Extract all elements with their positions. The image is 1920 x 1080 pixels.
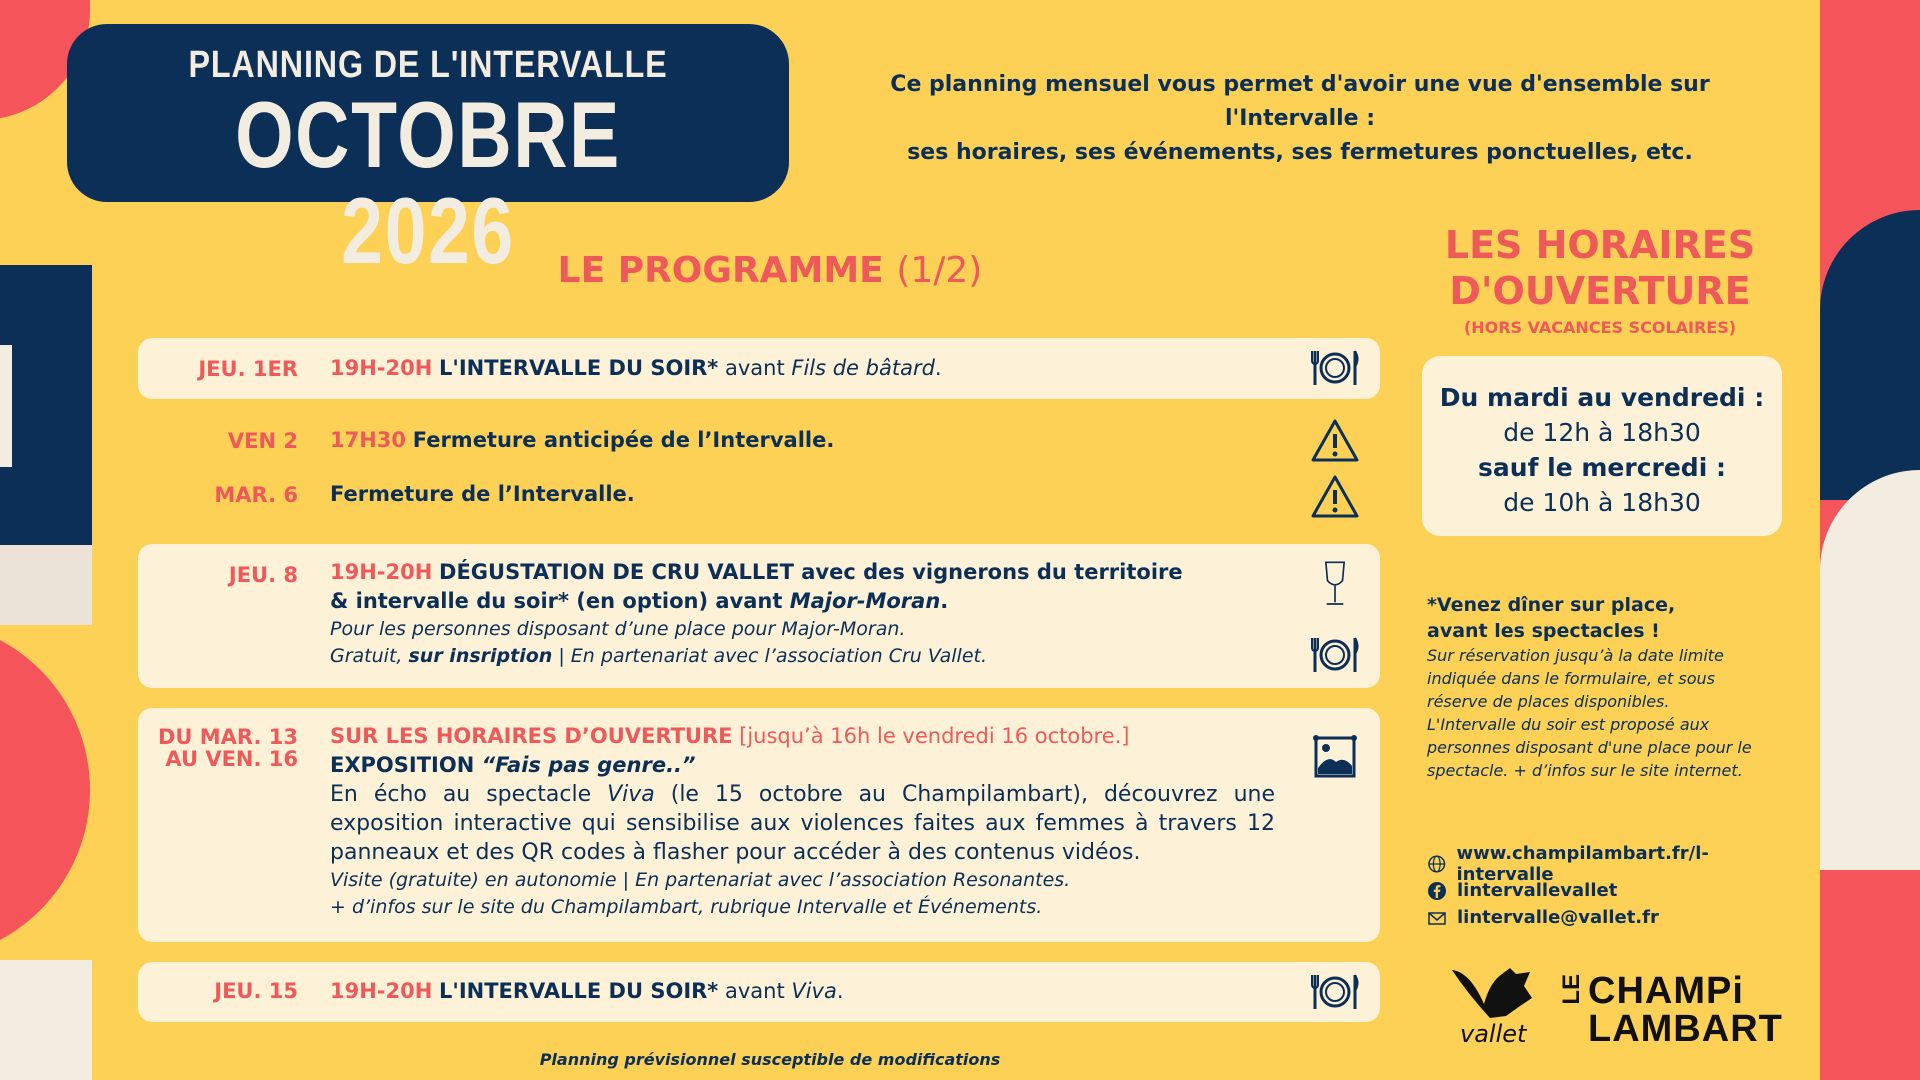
footer-note: Planning prévisionnel susceptible de modifications	[539, 1050, 1001, 1069]
hours-line: sauf le mercredi :	[1478, 453, 1726, 482]
event-show: Fils de bâtard	[791, 356, 935, 380]
event-date-line: AU VEN. 16	[165, 747, 298, 771]
dinner-text: spectacle. + d’infos sur le site internet.	[1427, 761, 1743, 780]
event-date	[138, 726, 298, 770]
event-date: JEU. 1ER	[198, 357, 298, 381]
event-title: L'INTERVALLE DU SOIR*	[439, 356, 719, 380]
event-text: avec des vignerons du territoire	[793, 560, 1183, 584]
dinner-text: Sur réservation jusqu’à la date limite	[1427, 646, 1724, 665]
champi-logo-le: LE	[1558, 974, 1585, 1005]
intro-text	[820, 68, 1780, 170]
exhibition-icon	[1310, 732, 1360, 782]
event-text: En écho au spectacle	[330, 782, 608, 807]
event-time: 19H-20H	[330, 560, 433, 584]
event-show: “Fais pas genre..”	[481, 753, 696, 777]
hours-box	[1422, 356, 1782, 536]
event-line	[330, 722, 1275, 751]
event-content	[330, 480, 1270, 509]
event-body	[330, 780, 1275, 867]
event-title: Fermeture de l’Intervalle.	[330, 482, 635, 506]
event-card	[138, 338, 1380, 399]
facebook-text: lintervallevallet	[1457, 880, 1618, 901]
hours-line: de 12h à 18h30	[1503, 418, 1701, 447]
dinner-text: indiquée dans le formulaire, et sous	[1427, 669, 1715, 688]
programme-title-text: LE PROGRAMME	[557, 250, 884, 291]
hours-line: de 10h à 18h30	[1503, 488, 1701, 517]
decor-shape	[0, 265, 92, 545]
event-content	[330, 977, 1270, 1006]
right-decor	[1820, 0, 1920, 1080]
event-note: Visite (gratuite) en autonomie | En partenariat avec l’association Resonantes.	[330, 869, 1071, 891]
event-show: Viva	[607, 782, 655, 807]
event-label: EXPOSITION	[330, 753, 482, 777]
email-link[interactable]	[1427, 904, 1797, 931]
event-note	[330, 643, 1270, 670]
event-note-text: sur insription	[408, 645, 553, 667]
hours-note: (HORS VACANCES SCOLAIRES)	[1463, 318, 1737, 337]
event-line	[330, 751, 1275, 780]
vallet-logo	[1450, 964, 1540, 1048]
event-note-text: | En partenariat avec l’association Cru Vallet.	[552, 645, 988, 667]
intro-line: ses horaires, ses événements, ses fermetures ponctuelles, etc.	[907, 140, 1693, 165]
event-text: .	[934, 356, 942, 380]
event-text: (le 15 octobre au Champilambart), découvrez une exposition interactive qui sensibilise aux violences faites aux femmes à travers 12 panneaux et des QR codes à flasher pour accéder à des contenus vidéos.	[330, 782, 1275, 865]
website-text: www.champilambart.fr/l-intervalle	[1456, 842, 1709, 885]
event-time: 17H30	[330, 428, 407, 452]
event-title: DÉGUSTATION DE CRU VALLET	[439, 560, 794, 584]
champi-logo-line: LAMBART	[1588, 1008, 1783, 1050]
event-date: VEN 2	[227, 429, 298, 453]
warning-icon	[1310, 416, 1360, 466]
warning-icon	[1310, 472, 1360, 522]
hours-line: Du mardi au vendredi :	[1439, 383, 1765, 412]
event-line	[330, 587, 1270, 616]
dinner-note	[1427, 592, 1797, 782]
dinner-plate-icon	[1310, 630, 1360, 680]
hours-title-line: D'OUVERTURE	[1449, 269, 1751, 313]
event-note: + d’infos sur le site du Champilambart, rubrique Intervalle et Événements.	[330, 896, 1043, 918]
event-content	[330, 722, 1275, 921]
event-date-line: DU MAR. 13	[157, 725, 298, 749]
globe-icon	[1427, 854, 1446, 874]
vallet-logo-mark	[1450, 964, 1540, 1024]
event-row	[138, 482, 1380, 522]
event-time: 19H-20H	[330, 979, 433, 1003]
event-text: .	[940, 589, 949, 613]
event-text: avant	[718, 356, 792, 380]
dinner-text: réserve de places disponibles.	[1427, 692, 1670, 711]
email-text: lintervalle@vallet.fr	[1457, 907, 1659, 928]
decor-shape	[0, 620, 90, 960]
intro-line: Ce planning mensuel vous permet d'avoir une vue d'ensemble sur l'Intervalle :	[890, 72, 1710, 131]
dinner-plate-icon	[1310, 967, 1360, 1017]
event-content	[330, 426, 1270, 455]
event-head: SUR LES HORAIRES D’OUVERTURE	[330, 724, 733, 748]
decor-shape	[0, 960, 92, 1080]
mail-icon	[1427, 908, 1447, 928]
facebook-icon	[1427, 881, 1447, 901]
event-row	[138, 428, 1380, 468]
event-date: JEU. 15	[214, 979, 298, 1003]
decor-shape	[1820, 470, 1920, 870]
website-link[interactable]	[1427, 842, 1797, 885]
champi-logo-line: CHAMPi	[1588, 970, 1744, 1012]
event-text: & intervalle du soir* (en option) avant	[330, 589, 790, 613]
decor-shape	[1820, 210, 1920, 500]
event-note-text: Gratuit,	[330, 645, 409, 667]
event-card	[138, 962, 1380, 1022]
event-date: JEU. 8	[228, 563, 298, 587]
hours-title-line: LES HORAIRES	[1444, 223, 1756, 267]
dinner-title: avant les spectacles !	[1427, 620, 1660, 642]
dinner-text: personnes disposant d'une place pour le	[1427, 738, 1752, 757]
dinner-plate-icon	[1310, 343, 1360, 393]
event-card	[138, 708, 1380, 942]
programme-title-part: (1/2)	[896, 250, 983, 291]
event-time: 19H-20H	[330, 356, 433, 380]
event-line	[330, 558, 1270, 587]
title-small: PLANNING DE L'INTERVALLE	[188, 44, 668, 86]
event-head-note: [jusqu’à 16h le vendredi 16 octobre.]	[732, 724, 1130, 748]
event-content	[330, 558, 1270, 670]
hours-title	[1420, 222, 1780, 314]
vallet-logo-text: vallet	[1460, 1020, 1527, 1048]
decor-shape	[0, 545, 92, 625]
event-date: MAR. 6	[214, 483, 298, 507]
event-content	[330, 354, 1270, 383]
dinner-text: L'Intervalle du soir est proposé aux	[1427, 715, 1710, 734]
event-text: .	[836, 979, 844, 1003]
champilambart-logo	[1558, 970, 1798, 1050]
page-title: OCTOBRE 2026	[235, 82, 621, 283]
dinner-title: *Venez dîner sur place,	[1427, 594, 1676, 616]
contact-links	[1427, 842, 1797, 931]
event-title: Fermeture anticipée de l’Intervalle.	[412, 428, 835, 452]
event-note: Pour les personnes disposant d’une place pour Major-Moran.	[330, 618, 906, 640]
wine-glass-icon	[1310, 559, 1360, 609]
event-card	[138, 544, 1380, 688]
event-show: Viva	[791, 979, 837, 1003]
decor-shape	[0, 345, 12, 467]
event-text: avant	[718, 979, 792, 1003]
event-title: L'INTERVALLE DU SOIR*	[439, 979, 719, 1003]
programme-title	[420, 250, 1120, 291]
event-show: Major-Moran	[789, 589, 941, 613]
